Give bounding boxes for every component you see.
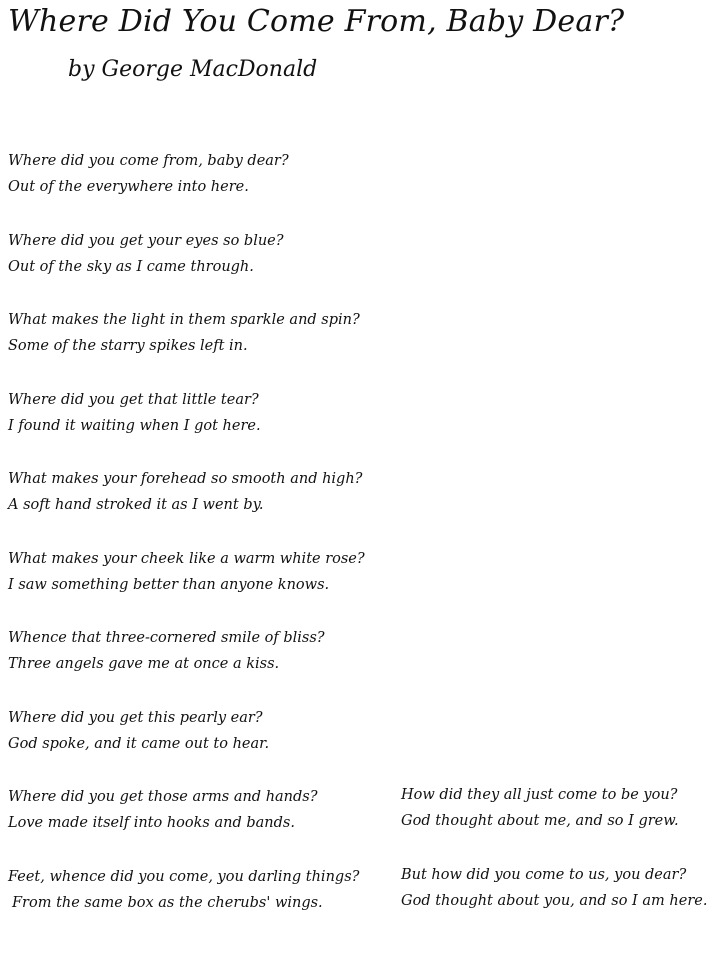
stanza bbox=[8, 228, 365, 308]
stanza bbox=[401, 782, 707, 862]
question-line: How did they all just come to be you? bbox=[401, 787, 678, 803]
question-line: But how did you come to us, you dear? bbox=[401, 866, 687, 883]
stanza bbox=[8, 864, 365, 944]
answer-line: God thought about me, and so I grew. bbox=[401, 813, 679, 829]
question-line: What makes your cheek like a warm white rose? bbox=[8, 550, 365, 567]
stanza bbox=[8, 307, 365, 387]
answer-line: Three angels gave me at once a kiss. bbox=[8, 656, 280, 672]
poem-author: by George MacDonald bbox=[68, 57, 318, 82]
answer-line: God thought about you, and so I am here. bbox=[401, 892, 708, 909]
answer-line: God spoke, and it came out to hear. bbox=[8, 735, 270, 752]
question-line: Where did you get your eyes so blue? bbox=[8, 232, 284, 249]
answer-line: A soft hand stroked it as I went by. bbox=[8, 497, 264, 513]
answer-line: I saw something better than anyone knows. bbox=[8, 576, 330, 593]
poem-title: Where Did You Come From, Baby Dear? bbox=[8, 4, 625, 39]
poem-column-right bbox=[401, 782, 707, 941]
answer-line: From the same box as the cherubs' wings. bbox=[12, 894, 323, 911]
stanza bbox=[8, 148, 365, 228]
question-line: Whence that three-cornered smile of bliss? bbox=[8, 630, 325, 646]
stanza bbox=[8, 546, 365, 626]
answer-line: Out of the sky as I came through. bbox=[8, 258, 254, 275]
question-line: Where did you get that little tear? bbox=[8, 391, 259, 408]
question-line: Where did you come from, baby dear? bbox=[8, 153, 289, 169]
answer-line: Love made itself into hooks and bands. bbox=[8, 815, 295, 831]
stanza bbox=[8, 784, 365, 864]
stanza bbox=[8, 705, 365, 785]
stanza bbox=[8, 387, 365, 467]
stanza bbox=[8, 625, 365, 705]
question-line: What makes the light in them sparkle and spin? bbox=[8, 312, 360, 328]
stanza bbox=[401, 862, 707, 942]
question-line: Where did you get this pearly ear? bbox=[8, 709, 263, 726]
question-line: Feet, whence did you come, you darling things? bbox=[8, 868, 360, 885]
answer-line: Some of the starry spikes left in. bbox=[8, 338, 248, 354]
answer-line: I found it waiting when I got here. bbox=[8, 417, 261, 434]
stanza bbox=[8, 466, 365, 546]
poem-column-left bbox=[8, 148, 365, 943]
question-line: Where did you get those arms and hands? bbox=[8, 789, 318, 805]
question-line: What makes your forehead so smooth and high? bbox=[8, 471, 363, 487]
answer-line: Out of the everywhere into here. bbox=[8, 179, 249, 195]
